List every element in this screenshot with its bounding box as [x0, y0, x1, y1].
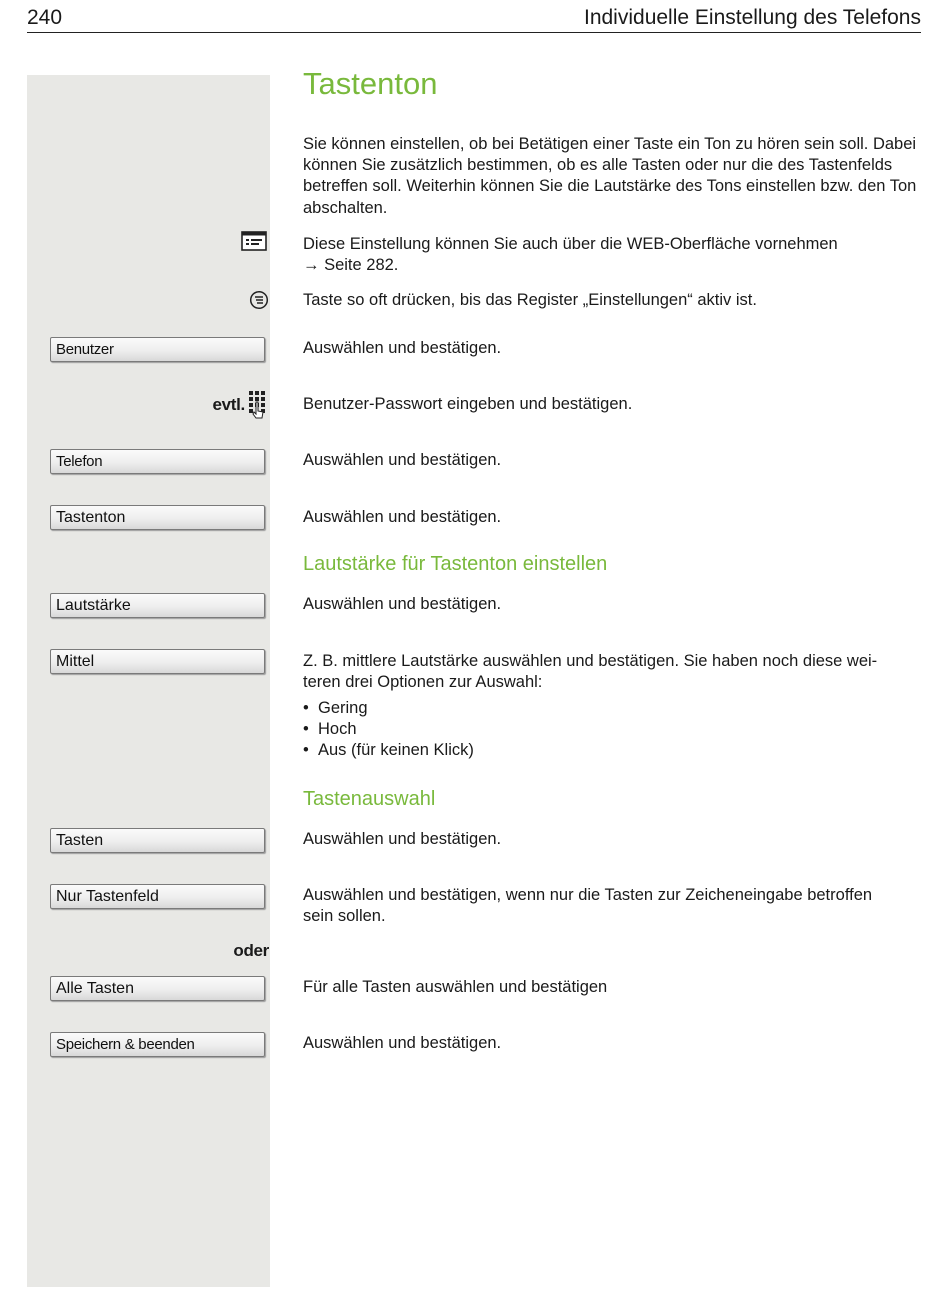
telefon-key[interactable]: Telefon — [50, 449, 265, 474]
page-title: Tastenton — [303, 66, 438, 101]
web-note-line1: Diese Einstellung können Sie auch über die WEB-Oberfläche vornehmen — [303, 235, 838, 253]
nur-tastenfeld-instruction-line1: Auswählen und bestätigen, wenn nur die Tasten zur Zeicheneingabe betroffen — [303, 886, 873, 904]
speichern-instruction: Auswählen und bestätigen. — [303, 1034, 502, 1052]
web-note-line2: → Seite 282. — [303, 256, 399, 274]
web-interface-icon — [241, 231, 267, 256]
register-note: Taste so oft drücken, bis das Register „Einstellungen“ aktiv ist. — [303, 291, 757, 309]
nur-tastenfeld-key[interactable]: Nur Tastenfeld — [50, 884, 265, 909]
nur-tastenfeld-instruction-line2: sein sollen. — [303, 907, 386, 925]
lautstaerke-key[interactable]: Lautstärke — [50, 593, 265, 618]
volume-options-list — [303, 698, 474, 762]
list-item: • Aus (für keinen Klick) — [303, 740, 474, 761]
keypad-icon — [247, 390, 269, 425]
evtl-label: evtl. — [212, 395, 245, 414]
list-item: • Gering — [303, 698, 474, 719]
benutzer-instruction: Auswählen und bestätigen. — [303, 339, 502, 357]
left-panel — [27, 75, 270, 1287]
list-item: • Hoch — [303, 719, 474, 740]
benutzer-key[interactable]: Benutzer — [50, 337, 265, 362]
speichern-key[interactable]: Speichern & beenden — [50, 1032, 265, 1057]
tastenton-key[interactable]: Tastenton — [50, 505, 265, 530]
oder-label: oder — [233, 941, 269, 960]
tastenauswahl-heading: Tastenauswahl — [303, 788, 436, 810]
header-rule — [27, 32, 921, 33]
menu-key-icon — [249, 290, 269, 315]
alle-tasten-instruction: Für alle Tasten auswählen und bestätigen — [303, 978, 608, 996]
tastenton-instruction: Auswählen und bestätigen. — [303, 508, 502, 526]
intro-paragraph: Sie können einstellen, ob bei Betätigen einer Taste ein Ton zu hören sein soll. Dabei können Sie zusätzlich bestimmen, ob es alle Tasten oder nur die des Tastenfelds betreffen soll. Weiterhin können Sie die Lautstärke des Tons einstellen bzw. den Ton abschalten. — [303, 135, 917, 217]
lautstaerke-heading: Lautstärke für Tastenton einstellen — [303, 553, 608, 575]
mittel-instruction-line2: teren drei Optionen zur Auswahl: — [303, 673, 543, 691]
mittel-instruction-line1: Z. B. mittlere Lautstärke auswählen und bestätigen. Sie haben noch diese wei- — [303, 652, 878, 670]
tasten-instruction: Auswählen und bestätigen. — [303, 830, 502, 848]
page-number: 240 — [27, 6, 63, 29]
telefon-instruction: Auswählen und bestätigen. — [303, 451, 502, 469]
passwort-instruction: Benutzer-Passwort eingeben und bestätigen. — [303, 395, 633, 413]
lautstaerke-instruction: Auswählen und bestätigen. — [303, 595, 502, 613]
alle-tasten-key[interactable]: Alle Tasten — [50, 976, 265, 1001]
running-title: Individuelle Einstellung des Telefons — [583, 6, 921, 29]
mittel-key[interactable]: Mittel — [50, 649, 265, 674]
tasten-key[interactable]: Tasten — [50, 828, 265, 853]
